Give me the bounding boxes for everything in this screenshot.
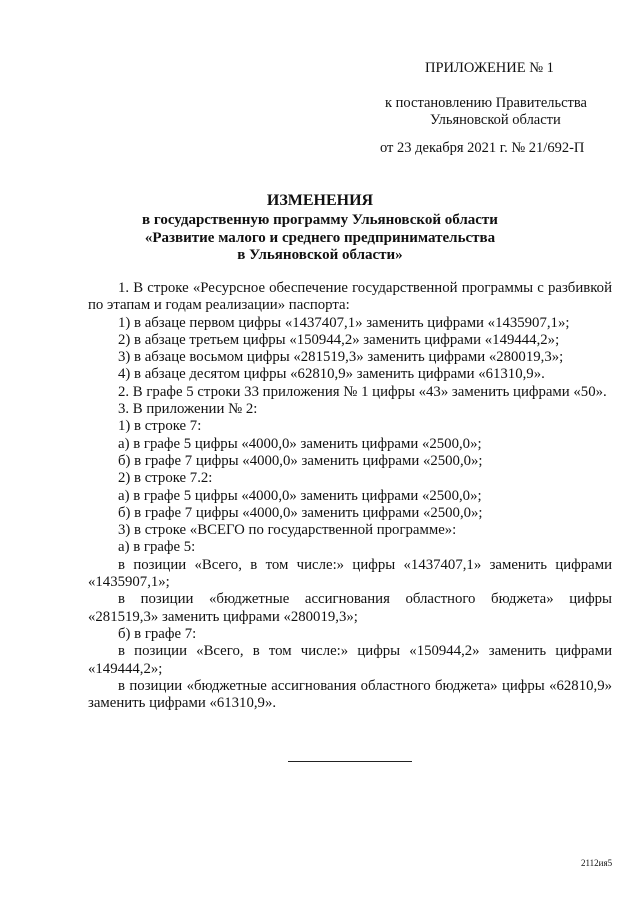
document-code: 2112ия5 [581,858,613,868]
paragraph-3: 3. В приложении № 2: [118,401,258,418]
title-line-2: «Развитие малого и среднего предпринимательства [144,230,496,246]
paragraph-3-item-1: 1) в строке 7: [118,418,202,435]
resolution-date: от 23 декабря 2021 г. № 21/692-П [380,140,585,156]
paragraph-1-item-3: 3) в абзаце восьмом цифры «281519,3» заменить цифрами «280019,3»; [118,349,564,366]
title-line-1: в государственную программу Ульяновской области [142,212,498,228]
paragraph-3-item-3b: б) в графе 7: [118,625,197,642]
resolution-line-2: Ульяновской области [430,112,561,128]
resolution-line-1: к постановлению Правительства [385,95,587,111]
paragraph-3-item-2: 2) в строке 7.2: [118,470,213,487]
paragraph-3-item-3: 3) в строке «ВСЕГО по государственной программе»: [118,522,457,539]
paragraph-3-item-3b-1: в позиции «Всего, в том числе:» цифры «150944,2» заменить цифрами «149444,2»; [88,643,612,677]
paragraph-2: 2. В графе 5 строки 33 приложения № 1 цифры «43» заменить цифрами «50». [118,383,607,400]
paragraph-3-item-3a-2: в позиции «бюджетные ассигнования областного бюджета» цифры «281519,3» заменить цифрами «280019,3»; [88,591,612,625]
closing-divider [288,761,412,762]
paragraph-3-item-3a-1: в позиции «Всего, в том числе:» цифры «1437407,1» заменить цифрами «1435907,1»; [88,556,612,591]
paragraph-1-item-2: 2) в абзаце третьем цифры «150944,2» заменить цифрами «149444,2»; [118,331,560,348]
document-title: ИЗМЕНЕНИЯ [266,192,374,209]
document-body [88,280,612,712]
paragraph-3-item-3b-2: в позиции «бюджетные ассигнования областного бюджета» цифры «62810,9» заменить цифрами «61310,9». [88,677,612,712]
title-line-3: в Ульяновской области» [237,247,403,263]
paragraph-3-item-3a: а) в графе 5: [118,539,196,556]
appendix-label: ПРИЛОЖЕНИЕ № 1 [425,60,554,76]
paragraph-3-item-2a: а) в графе 5 цифры «4000,0» заменить цифрами «2500,0»; [118,487,482,504]
paragraph-1-item-1: 1) в абзаце первом цифры «1437407,1» заменить цифрами «1435907,1»; [118,314,570,331]
paragraph-1: 1. В строке «Ресурсное обеспечение государственной программы с разбивкой по этапам и годам реализации» паспорта: [88,280,612,314]
paragraph-3-item-2b: б) в графе 7 цифры «4000,0» заменить цифрами «2500,0»; [118,504,483,521]
paragraph-3-item-1b: б) в графе 7 цифры «4000,0» заменить цифрами «2500,0»; [118,452,483,469]
paragraph-3-item-1a: а) в графе 5 цифры «4000,0» заменить цифрами «2500,0»; [118,435,482,452]
paragraph-1-item-4: 4) в абзаце десятом цифры «62810,9» заменить цифрами «61310,9». [118,366,545,383]
